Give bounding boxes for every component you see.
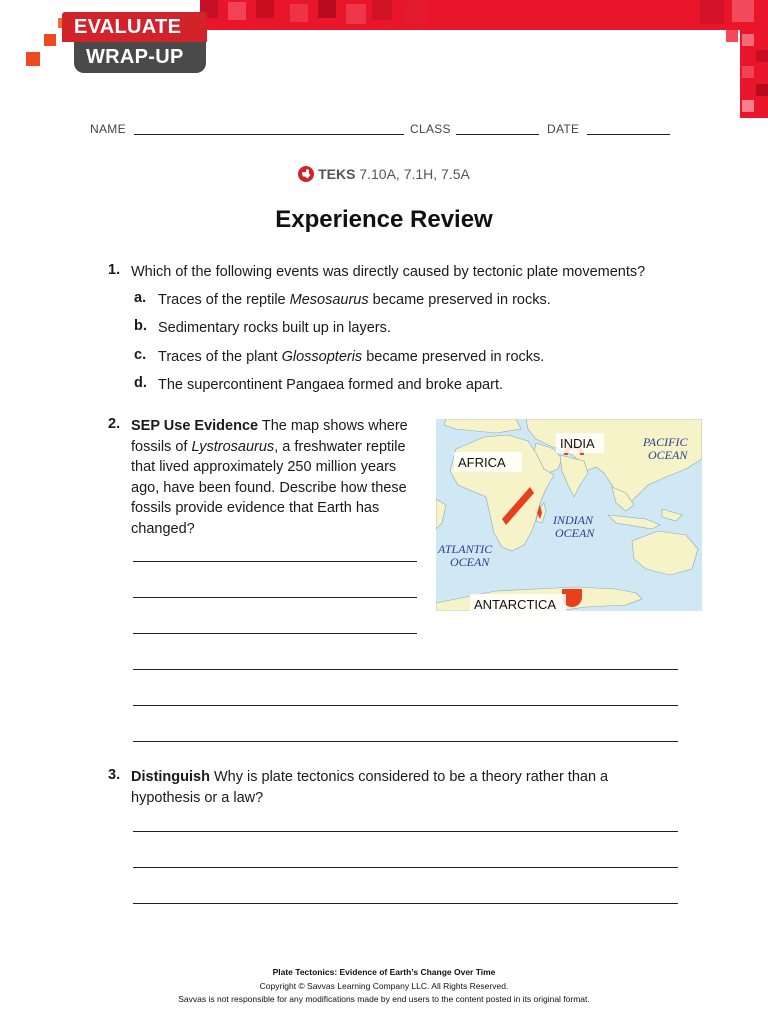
map-label-pacific: PACIFIC bbox=[643, 435, 688, 449]
q2-line: , a freshwater reptile bbox=[274, 438, 406, 455]
q3-answer-line-3[interactable] bbox=[133, 903, 678, 904]
footer-title: Plate Tectonics: Evidence of Earth’s Change Over Time bbox=[272, 967, 496, 977]
q3-answer-line-2[interactable] bbox=[133, 867, 678, 868]
map-label-indian-ocean: OCEAN bbox=[555, 526, 595, 540]
class-label: CLASS bbox=[410, 122, 451, 136]
option-text: Traces of the plant bbox=[158, 349, 282, 365]
option-italic: Mesosaurus bbox=[289, 292, 369, 308]
q2-line: The map shows where bbox=[258, 418, 408, 434]
name-label: NAME bbox=[90, 122, 126, 136]
teks-standards bbox=[0, 166, 768, 182]
name-field[interactable] bbox=[134, 134, 404, 135]
option-italic: Glossopteris bbox=[281, 349, 363, 365]
q1-option-c[interactable] bbox=[158, 347, 544, 368]
map-label-india: INDIA bbox=[560, 436, 595, 451]
q1-option-b[interactable] bbox=[158, 318, 391, 339]
q3-line: Why is plate tectonics considered to be a theory rather than a bbox=[209, 769, 609, 785]
q2-answer-line-2[interactable] bbox=[133, 597, 417, 598]
texas-icon bbox=[298, 166, 314, 182]
q2-text bbox=[131, 416, 431, 539]
q2-line: changed? bbox=[131, 520, 195, 537]
q2-answer-line-6[interactable] bbox=[133, 741, 678, 742]
q1-option-d-letter: d. bbox=[134, 375, 147, 391]
evaluate-badge: EVALUATE bbox=[62, 12, 207, 42]
map-label-pacific-ocean: OCEAN bbox=[648, 448, 688, 462]
teks-label: TEKS bbox=[318, 166, 356, 182]
map-label-indian: INDIAN bbox=[553, 513, 593, 527]
option-text: became preserved in rocks. bbox=[368, 292, 551, 308]
q2-line: fossils of bbox=[131, 438, 192, 455]
q2-line: fossils provide evidence that Earth has bbox=[131, 500, 380, 516]
option-text: Sedimentary rocks built up in layers. bbox=[158, 320, 391, 336]
q1-number: 1. bbox=[108, 262, 121, 278]
q2-lead: SEP Use Evidence bbox=[131, 418, 259, 434]
q2-answer-line-5[interactable] bbox=[133, 705, 678, 706]
q2-answer-line-3[interactable] bbox=[133, 633, 417, 634]
q2-italic: Lystrosaurus bbox=[191, 438, 275, 455]
option-text: The supercontinent Pangaea formed and broke apart. bbox=[158, 377, 504, 393]
map-label-atlantic: ATLANTIC bbox=[438, 542, 493, 556]
date-field[interactable] bbox=[587, 134, 670, 135]
q2-answer-line-1[interactable] bbox=[133, 561, 417, 562]
map-label-africa: AFRICA bbox=[458, 455, 506, 470]
q1-option-a[interactable] bbox=[158, 290, 551, 311]
q3-text bbox=[131, 767, 691, 808]
q1-text: Which of the following events was directly caused by tectonic plate movements? bbox=[131, 264, 646, 280]
wrap-up-badge: WRAP-UP bbox=[74, 42, 206, 73]
q2-number: 2. bbox=[108, 416, 121, 432]
q3-lead: Distinguish bbox=[131, 769, 210, 785]
q2-line: that lived approximately 250 million years bbox=[131, 459, 397, 475]
q1-option-b-letter: b. bbox=[134, 318, 147, 334]
map-label-antarctica: ANTARCTICA bbox=[474, 597, 557, 611]
class-field[interactable] bbox=[456, 134, 539, 135]
q3-number: 3. bbox=[108, 767, 121, 783]
footer-copyright: Copyright © Savvas Learning Company LLC. All Rights Reserved. bbox=[259, 981, 509, 991]
option-text: became preserved in rocks. bbox=[362, 349, 545, 365]
q1-option-a-letter: a. bbox=[134, 290, 147, 306]
q2-answer-line-4[interactable] bbox=[133, 669, 678, 670]
q3-answer-line-1[interactable] bbox=[133, 831, 678, 832]
q1-option-c-letter: c. bbox=[134, 347, 147, 363]
map-label-atlantic-ocean: OCEAN bbox=[450, 555, 490, 569]
date-label: DATE bbox=[547, 122, 580, 136]
q2-line: ago, have been found. Describe how these bbox=[131, 479, 407, 496]
footer-disclaimer: Savvas is not responsible for any modifications made by end users to the content posted in its original format. bbox=[178, 994, 590, 1004]
page-title: Experience Review bbox=[275, 206, 493, 233]
teks-codes: 7.10A, 7.1H, 7.5A bbox=[359, 166, 470, 182]
option-text: Traces of the reptile bbox=[158, 292, 290, 308]
q1-option-d[interactable] bbox=[158, 375, 503, 396]
lystrosaurus-fossil-map bbox=[436, 419, 702, 611]
q3-line: hypothesis or a law? bbox=[131, 789, 264, 806]
